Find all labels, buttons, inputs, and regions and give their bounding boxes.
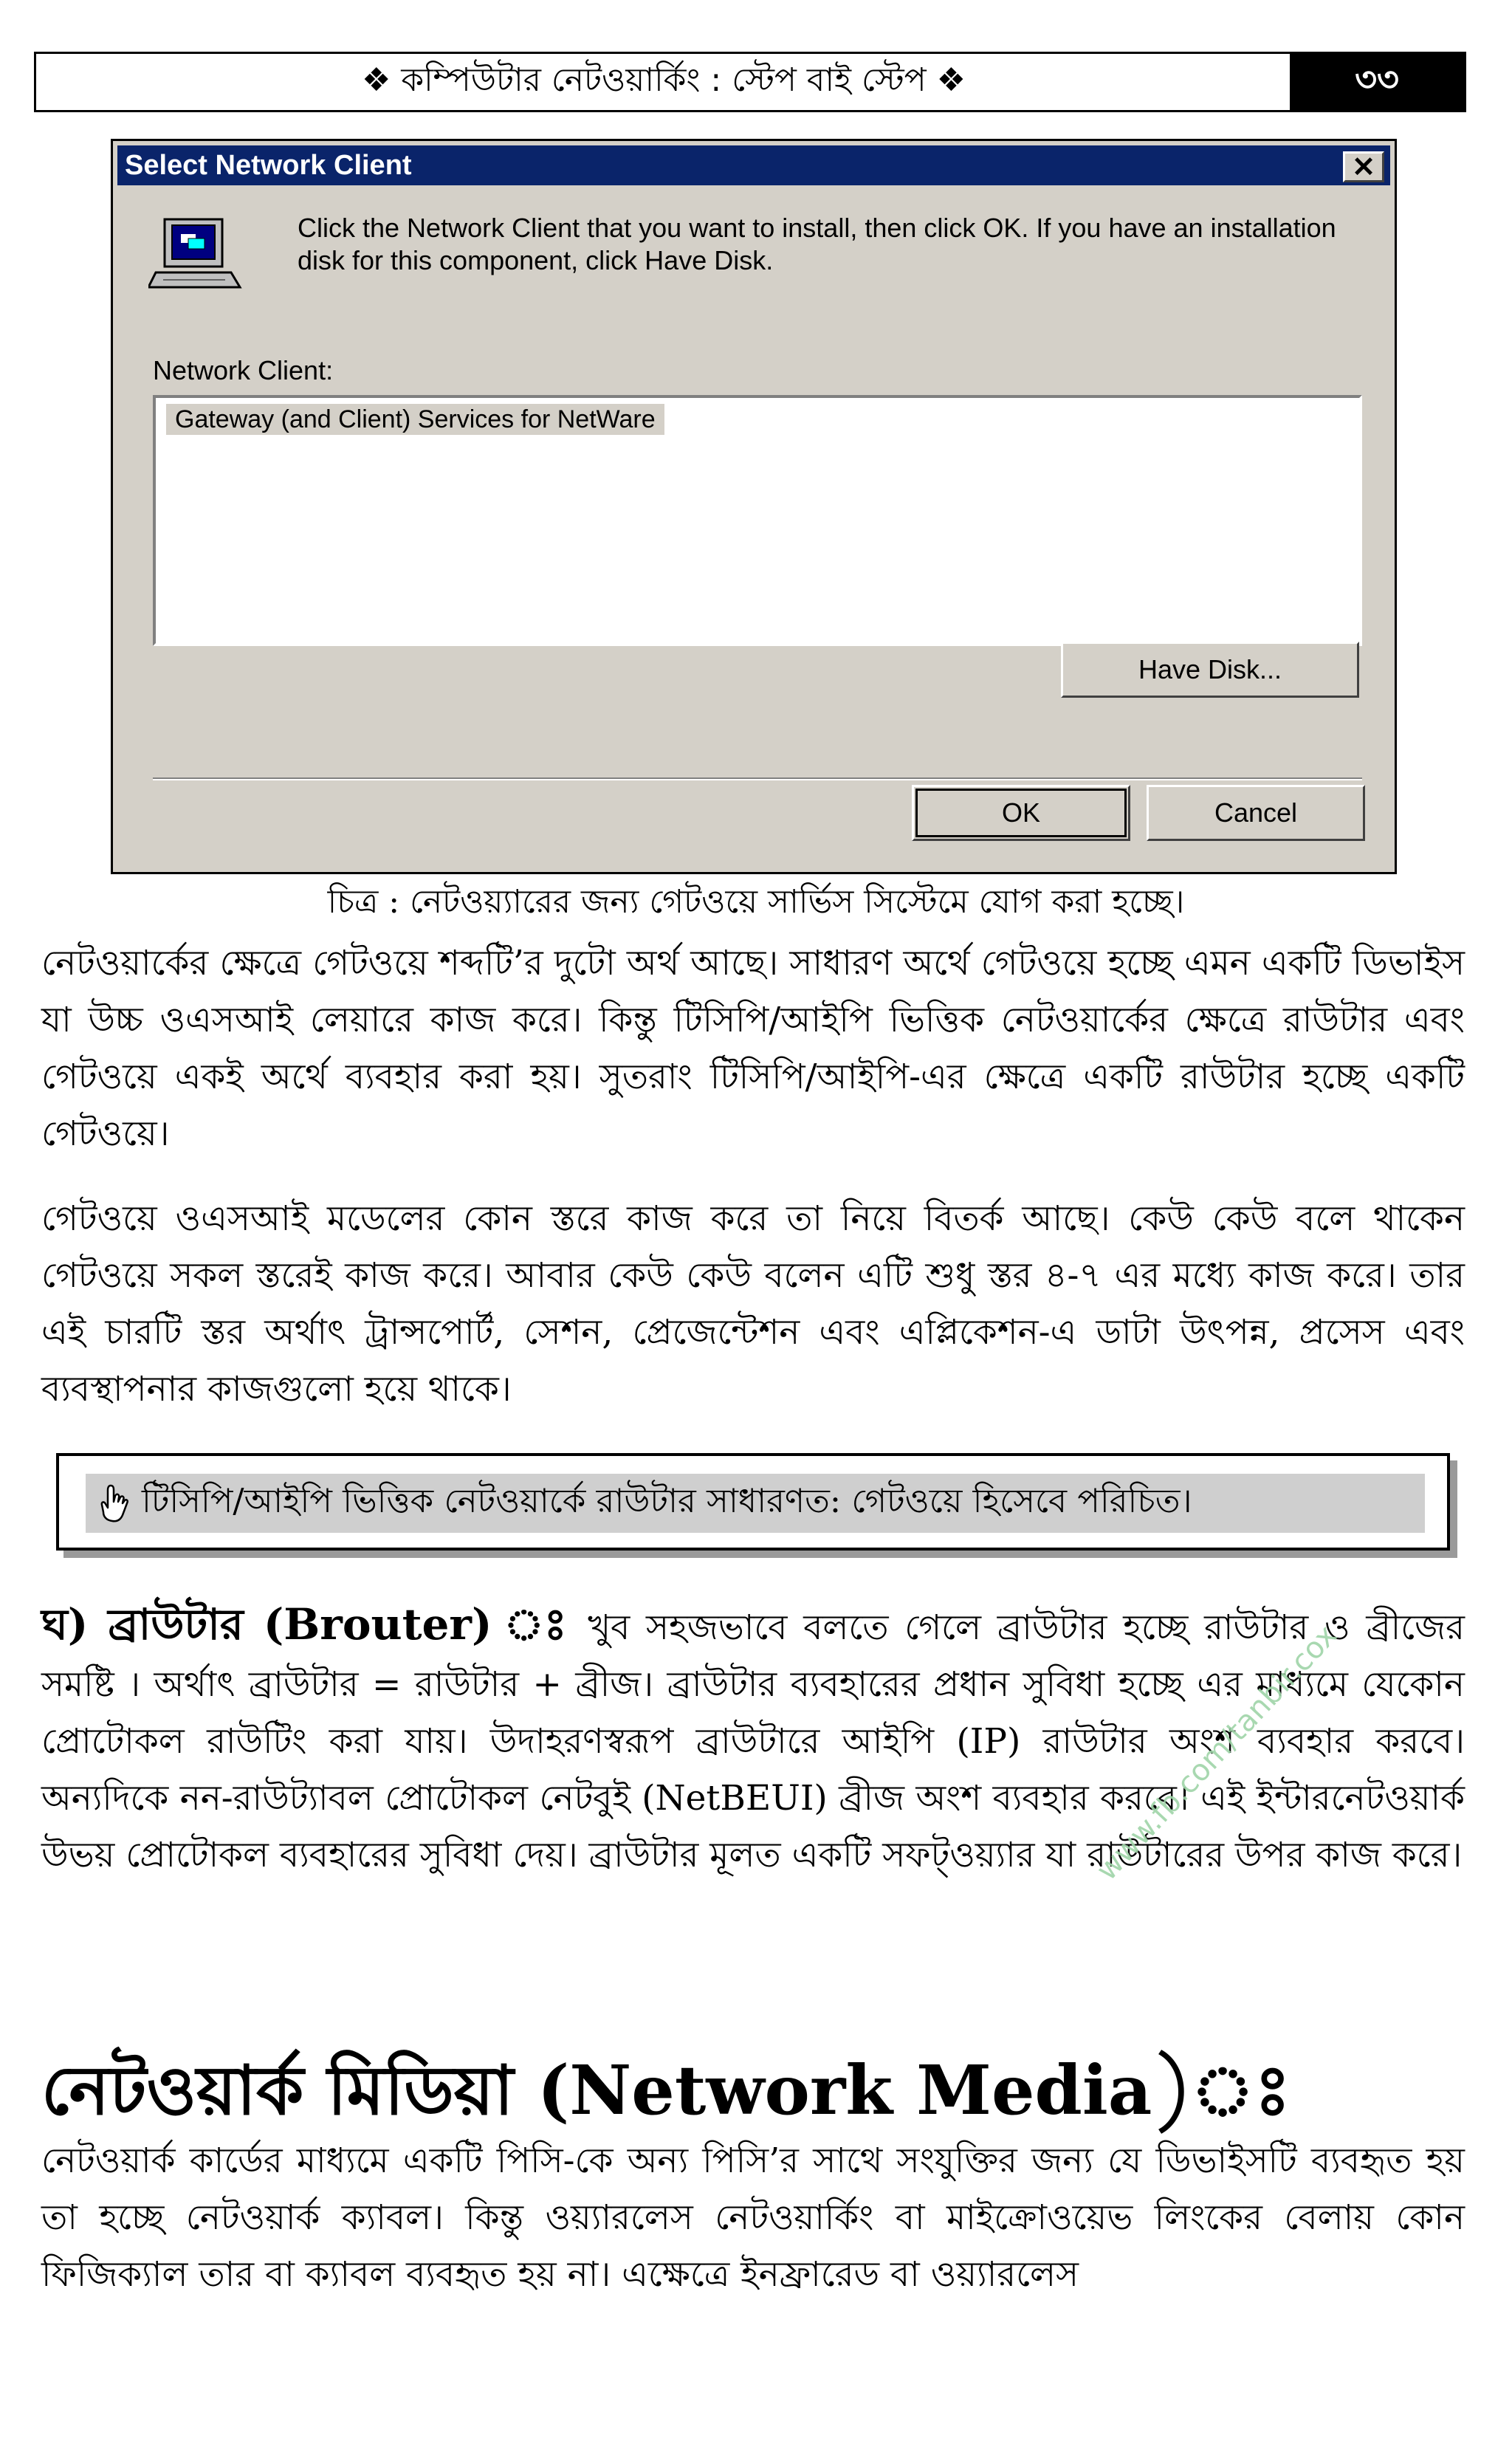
- note-box: [56, 1453, 1450, 1551]
- have-disk-button[interactable]: Have Disk...: [1061, 642, 1359, 698]
- network-media-heading: নেটওয়ার্ক মিডিয়া (Network Media)ঃ: [41, 2050, 1291, 2130]
- dialog-title-bar: Select Network Client: [117, 145, 1390, 185]
- dialog-separator: [153, 777, 1362, 780]
- network-media-paragraph: নেটওয়ার্ক কার্ডের মাধ্যমে একটি পিসি-কে অন্য পিসি’র সাথে সংযুক্তির জন্য যে ডিভাইসটি ব্যবহৃত হয় তা হচ্ছে নেটওয়ার্ক ক্যাবল। কিন্তু ওয়্যারলেস নেটওয়ার্কিং বা মাইক্রোওয়েভ লিংকের বেলায় কোন ফিজিক্যাল তার বা ক্যাবল ব্যবহৃত হয় না। এক্ষেত্রে ইনফ্রারেড বা ওয়্যারলেস: [41, 2140, 1465, 2295]
- brouter-body: খুব সহজভাবে বলতে গেলে ব্রাউটার হচ্ছে রাউটার ও ব্রীজের সমষ্টি । অর্থাৎ ব্রাউটার = রাউটার + ব্রীজ। ব্রাউটার ব্যবহারের প্রধান সুবিধা হচ্ছে এর মাধ্যমে যেকোন প্রোটোকল রাউটিং করা যায়। উদাহরণস্বরূপ ব্রাউটারে আইপি (IP) রাউটার অংশ ব্যবহার করবে। অন্যদিকে নন-রাউট্যাবল প্রোটোকল নেটবুই (NetBEUI) ব্রীজ অংশ ব্যবহার করবে। এই ইন্টারনেটওয়ার্ক উভয় প্রোটোকল ব্যবহারের সুবিধা দেয়। ব্রাউটার মূলত একটি সফট্ওয়্যার যা রাউটারের উপর কাজ করে।: [41, 1607, 1465, 1875]
- page-number: ৩৩: [1290, 54, 1464, 110]
- running-header: [34, 52, 1466, 112]
- header-title: ❖ কম্পিউটার নেটওয়ার্কিং : স্টেপ বাই স্টেপ ❖: [361, 61, 966, 99]
- watermark: www.fb.com/tanbir.cox: [1090, 1618, 1344, 1887]
- note-text: টিসিপি/আইপি ভিত্তিক নেটওয়ার্কে রাউটার সাধারণত: গেটওয়ে হিসেবে পরিচিত।: [142, 1480, 1192, 1520]
- paragraph-gateway-meaning: নেটওয়ার্কের ক্ষেত্রে গেটওয়ে শব্দটি’র দুটো অর্থ আছে। সাধারণ অর্থে গেটওয়ে হচ্ছে এমন একটি ডিভাইস যা উচ্চ ওএসআই লেয়ারে কাজ করে। কিন্তু টিসিপি/আইপি ভিত্তিক নেটওয়ার্কের ক্ষেত্রে রাউটার এবং গেটওয়ে একই অর্থে ব্যবহার করা হয়। সুতরাং টিসিপি/আইপি-এর ক্ষেত্রে একটি রাউটার হচ্ছে একটি গেটওয়ে।: [41, 943, 1465, 1154]
- ok-button[interactable]: OK: [912, 785, 1130, 841]
- paragraph-gateway-osi: গেটওয়ে ওএসআই মডেলের কোন স্তরে কাজ করে তা নিয়ে বিতর্ক আছে। কেউ কেউ বলে থাকেন গেটওয়ে সকল স্তরেই কাজ করে। আবার কেউ কেউ বলেন এটি শুধু স্তর ৪-৭ এর মধ্যে কাজ করে। তার এই চারটি স্তর অর্থাৎ ট্রান্সপোর্ট, সেশন, প্রেজেন্টেশন এবং এপ্লিকেশন-এ ডাটা উৎপন্ন, প্রসেস এবং ব্যবস্থাপনার কাজগুলো হয়ে থাকে।: [41, 1198, 1465, 1410]
- close-button[interactable]: ✕: [1343, 151, 1384, 182]
- network-client-list[interactable]: [153, 395, 1362, 646]
- pointing-hand-icon: [97, 1483, 134, 1524]
- network-computer-icon: [148, 212, 252, 301]
- figure-caption: চিত্র : নেটওয়্যারের জন্য গেটওয়ে সার্ভিস সিস্টেমে যোগ করা হচ্ছে।: [327, 883, 1185, 921]
- select-network-client-dialog: [111, 139, 1397, 874]
- cancel-button[interactable]: Cancel: [1147, 785, 1365, 841]
- note-content: [86, 1474, 1425, 1533]
- network-client-label: Network Client:: [153, 355, 334, 385]
- dialog-instruction: Click the Network Client that you want to install, then click OK. If you have an installation disk for this component, click Have Disk.: [298, 213, 1336, 275]
- brouter-heading: ঘ) ব্রাউটার (Brouter) ঃ: [41, 1599, 572, 1649]
- list-item[interactable]: Gateway (and Client) Services for NetWare: [166, 404, 664, 435]
